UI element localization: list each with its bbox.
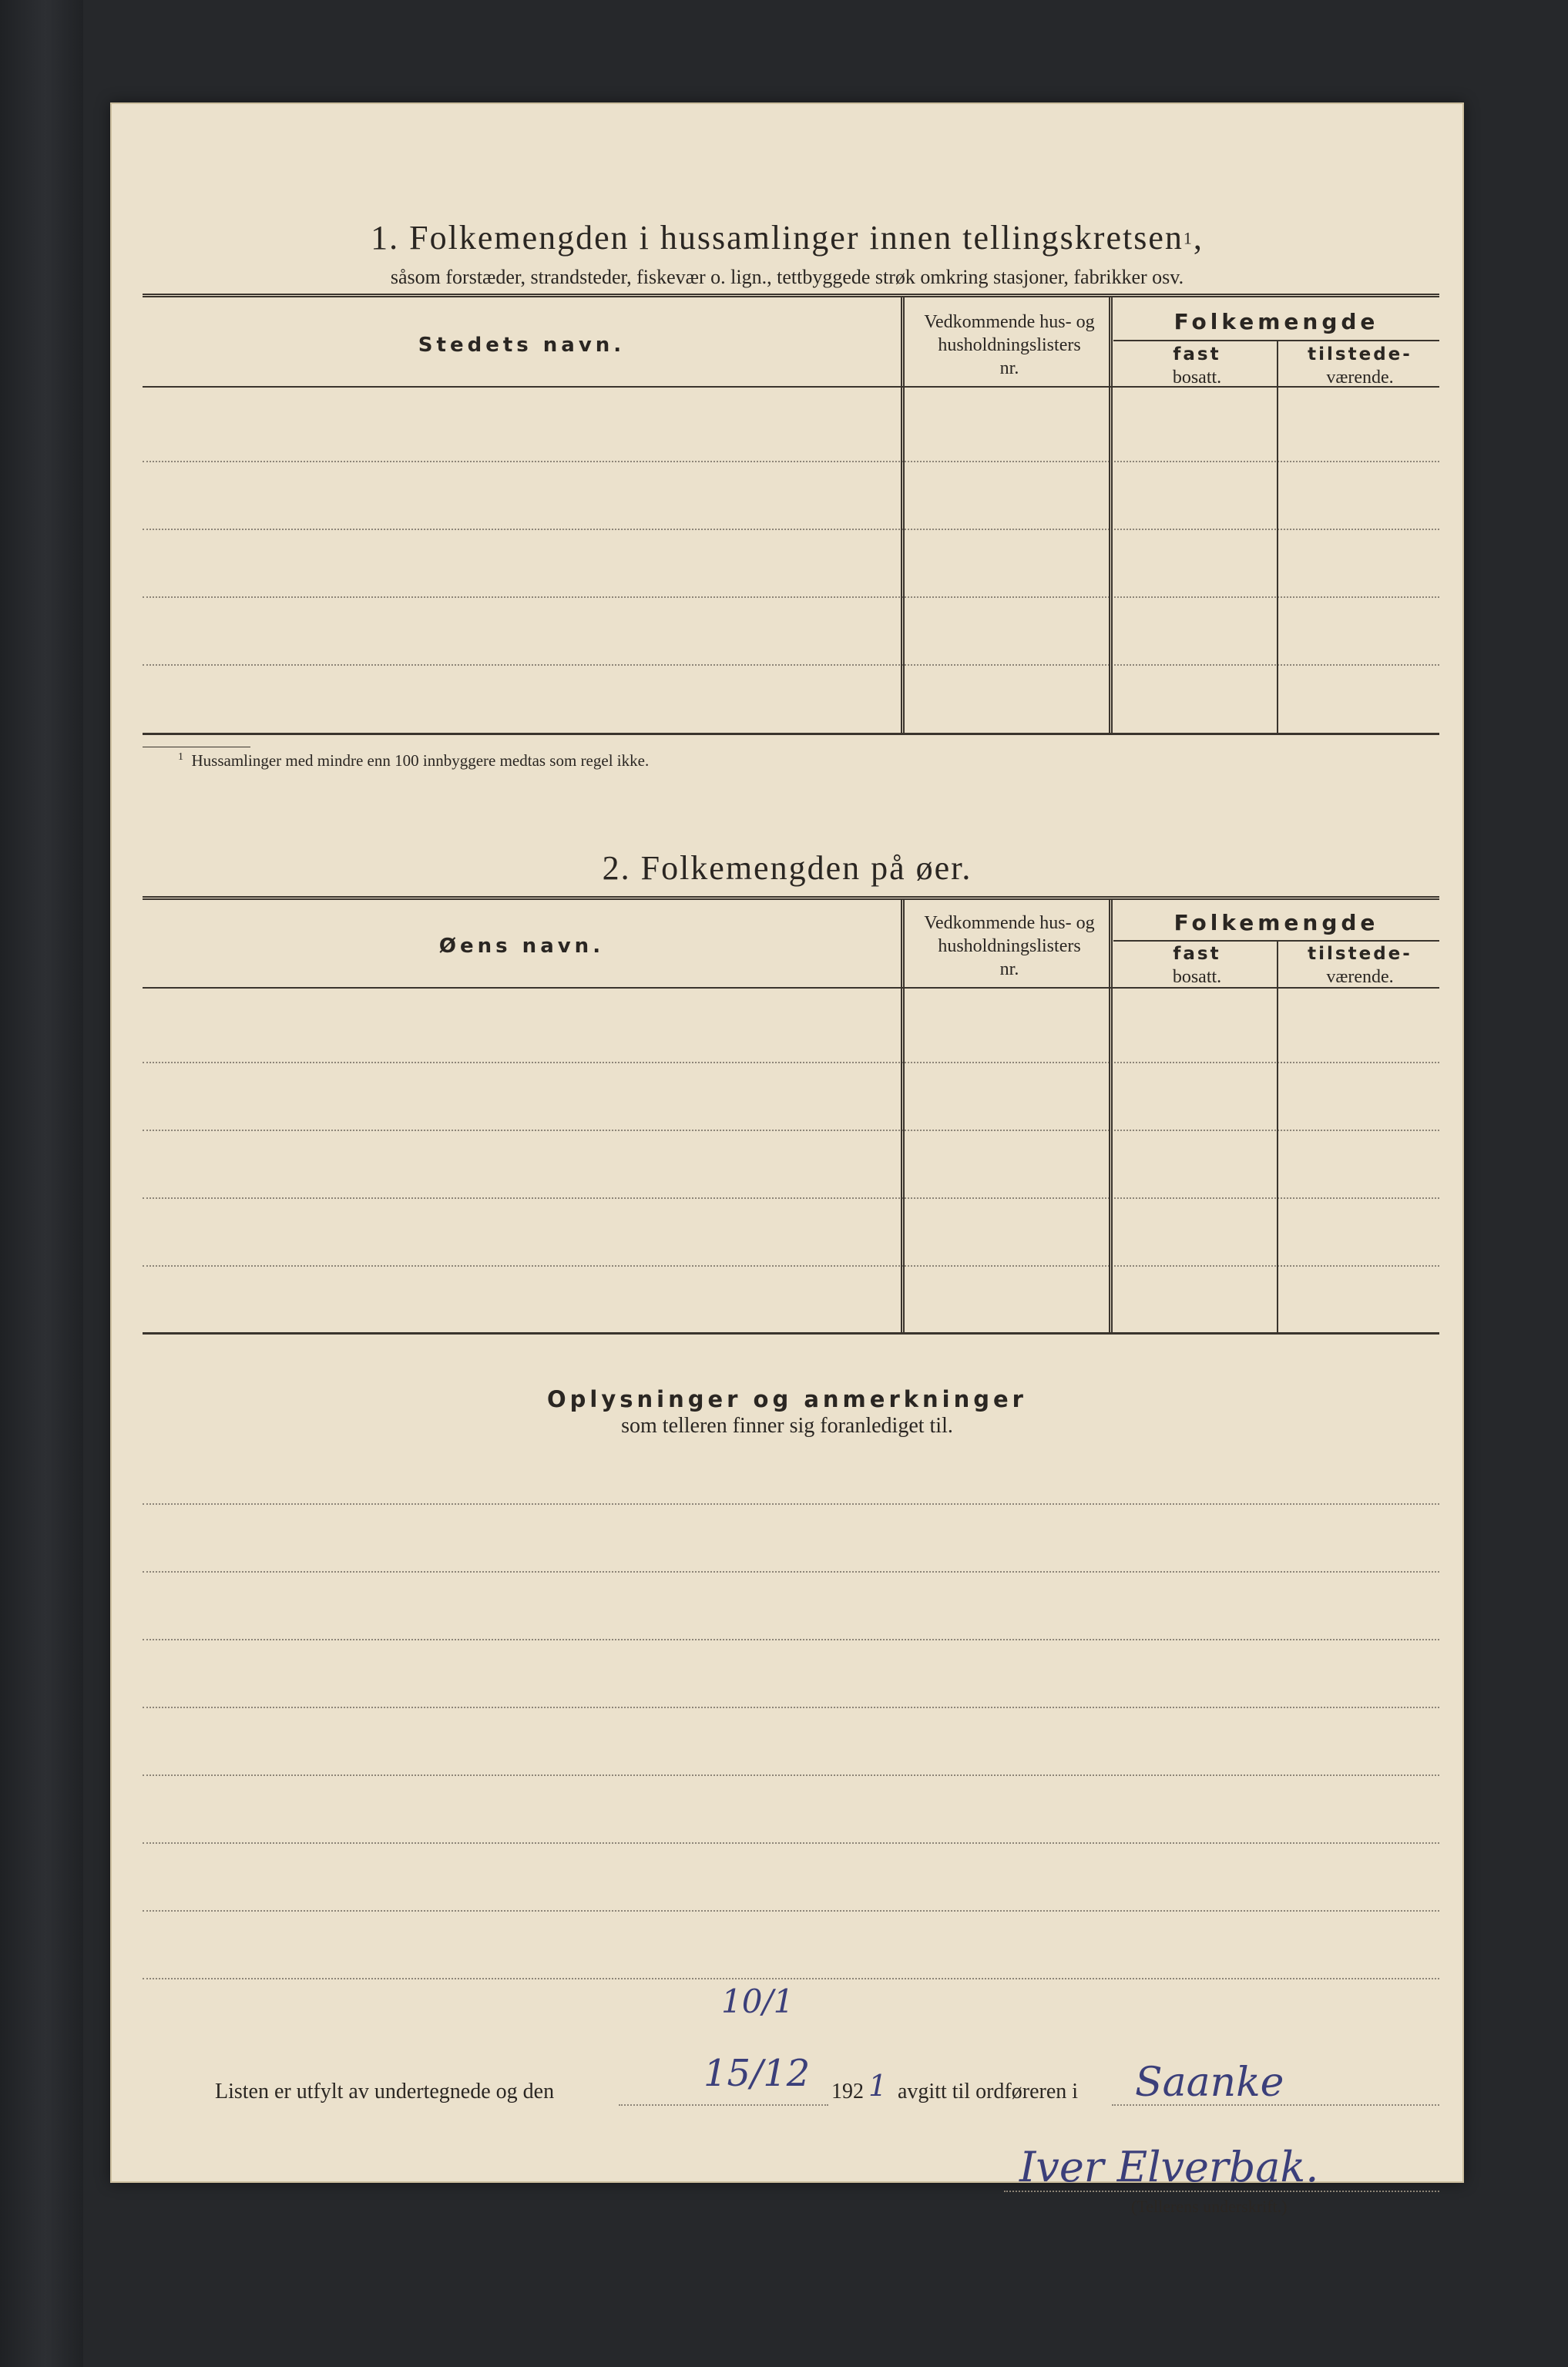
section2-col-fast bbox=[1113, 942, 1281, 989]
notes-line bbox=[143, 1842, 1439, 1844]
section1-col-tilst bbox=[1281, 343, 1439, 389]
footnote bbox=[178, 751, 649, 771]
section1-title-text: 1. Folkemengden i hussamlinger innen tellingskretsen bbox=[371, 219, 1184, 257]
date-line bbox=[619, 2104, 828, 2106]
notes-line bbox=[143, 1571, 1439, 1573]
section1-col-fast-line2: bosatt. bbox=[1172, 368, 1222, 388]
section1-divider-fast bbox=[1277, 341, 1278, 733]
section1-top-rule bbox=[143, 294, 1439, 297]
section1-divider-name bbox=[901, 297, 905, 733]
section2-title: 2. Folkemengden på øer. bbox=[602, 849, 972, 887]
section2-header-rule bbox=[143, 987, 1439, 989]
section2-col-list-line3: nr. bbox=[999, 959, 1019, 979]
section1-col-list-line3: nr. bbox=[999, 358, 1019, 378]
notes-line bbox=[143, 1639, 1439, 1640]
binder-edge bbox=[0, 0, 83, 2367]
section1-col-tilst-line2: værende. bbox=[1326, 368, 1394, 388]
signature-handwritten: Iver Elverbak. bbox=[1019, 2143, 1319, 2191]
section2-col-fast-line2: bosatt. bbox=[1172, 967, 1222, 987]
section1-row-line bbox=[143, 461, 1439, 462]
section1-bottom-rule bbox=[143, 733, 1439, 735]
section2-col-list-line1: Vedkommende hus- og bbox=[924, 913, 1095, 933]
section3-subtitle: som telleren finner sig foranlediget til. bbox=[621, 1414, 953, 1438]
notes-line bbox=[143, 1774, 1439, 1776]
year-handwritten: 1 bbox=[868, 2069, 888, 2103]
section1-divider-list bbox=[1109, 297, 1113, 733]
date-handwritten: 15/12 bbox=[703, 2052, 811, 2095]
section2-col-name: Øens navn. bbox=[438, 935, 605, 958]
section2-col-group: Folkemengde bbox=[1173, 910, 1379, 935]
place-handwritten: Saanke bbox=[1135, 2060, 1284, 2106]
section2-row-line bbox=[143, 1130, 1439, 1131]
notes-line bbox=[143, 1978, 1439, 1979]
section1-row-line bbox=[143, 596, 1439, 598]
section1-col-tilst-line1: tilstede- bbox=[1308, 344, 1412, 364]
signature-text-middle: avgitt til ordføreren i bbox=[898, 2080, 1079, 2103]
section2-col-tilst-line1: tilstede- bbox=[1308, 944, 1412, 964]
section1-col-list bbox=[905, 311, 1113, 380]
section2-col-list-line2: husholdningslisters bbox=[938, 936, 1081, 956]
section1-col-fast-line1: fast bbox=[1173, 344, 1221, 364]
footnote-text: Hussamlinger med mindre enn 100 innbyggere medtas som regel ikke. bbox=[191, 751, 650, 770]
notes-line bbox=[143, 1503, 1439, 1505]
section1-subtitle: såsom forstæder, strandsteder, fiskevær o. lign., tettbyggede strøk omkring stasjoner, fabrikker osv. bbox=[390, 266, 1184, 288]
section1-title-end: , bbox=[1193, 219, 1204, 257]
date-above-handwritten: 10/1 bbox=[721, 1983, 794, 2020]
section1-header-rule bbox=[143, 386, 1439, 388]
section1-col-group: Folkemengde bbox=[1173, 309, 1379, 334]
section2-divider-fast bbox=[1277, 942, 1278, 1332]
section2-row-line bbox=[143, 1265, 1439, 1267]
notes-line bbox=[143, 1707, 1439, 1708]
notes-line bbox=[143, 1910, 1439, 1912]
section1-title-sup: 1 bbox=[1183, 228, 1194, 248]
section2-col-tilst-line2: værende. bbox=[1326, 967, 1394, 987]
year-prefix: 192 bbox=[831, 2080, 864, 2103]
signature-caption: (Tellerens underskrift.) bbox=[1131, 2197, 1288, 2216]
section2-bottom-rule bbox=[143, 1332, 1439, 1335]
section1-col-fast bbox=[1113, 343, 1281, 389]
section2-row-line bbox=[143, 1197, 1439, 1199]
section2-row-line bbox=[143, 1062, 1439, 1063]
section1-col-list-line1: Vedkommende hus- og bbox=[924, 312, 1095, 332]
section1-row-line bbox=[143, 664, 1439, 666]
census-form-page bbox=[110, 102, 1464, 2216]
section2-divider-name bbox=[901, 899, 905, 1332]
section1-title bbox=[110, 218, 1464, 257]
section3-title: Oplysninger og anmerkninger bbox=[546, 1386, 1027, 1412]
section1-row-line bbox=[143, 529, 1439, 530]
section2-top-rule bbox=[143, 896, 1439, 900]
section2-col-tilst bbox=[1281, 942, 1439, 989]
section2-col-list bbox=[905, 912, 1113, 981]
section2-col-fast-line1: fast bbox=[1173, 944, 1221, 964]
footnote-mark: 1 bbox=[178, 751, 183, 763]
section2-divider-list bbox=[1109, 899, 1113, 1332]
section1-col-list-line2: husholdningslisters bbox=[938, 335, 1081, 355]
signature-text-before: Listen er utfylt av undertegnede og den bbox=[215, 2080, 555, 2103]
section1-col-name: Stedets navn. bbox=[418, 334, 626, 357]
